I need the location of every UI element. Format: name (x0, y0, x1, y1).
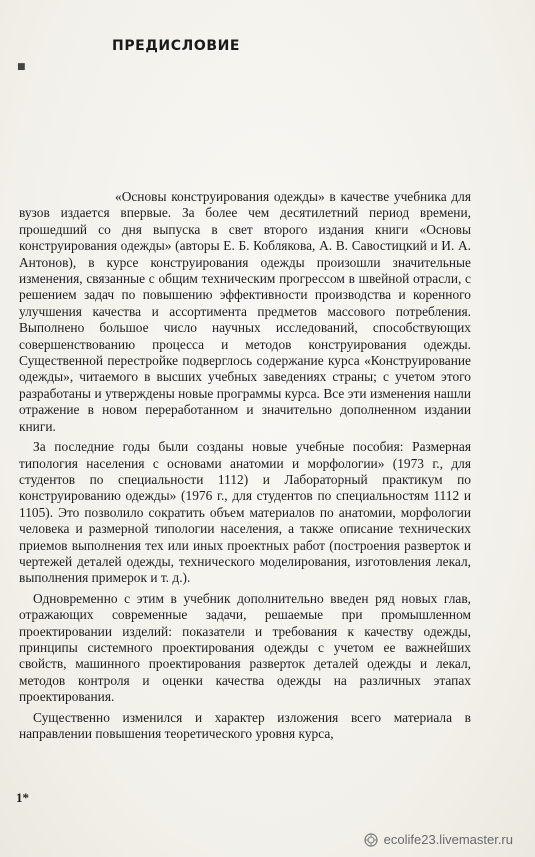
page-title: ПРЕДИСЛОВИЕ (112, 38, 241, 54)
margin-mark: ■ (17, 62, 26, 72)
page-number: 1* (16, 790, 29, 805)
paragraph: Существенно изменился и характер изложения всего материала в направлении повышения теоретического уровня курса, (19, 709, 471, 741)
paragraph: «Основы конструирования одежды» в качестве учебника для вузов издается впервые. За более чем десятилетний период времени, прошедший со дня выпуска в свет второго издания книги «Основы конструирования одежды» (авторы Е. Б. Коблякова, А. В. Савостицкий и И. А. Антонов), в курсе конструирования одежды произошли значительные изменения, связанные с общим техническим прогрессом в швейной отрасли, с решением задач по повышению эффективности производства и коренного улучшения качества и ассортимента предметов массового потребления. Выполнено большое число научных исследований, способствующих совершенствованию процесса и методов конструирования одежды. Существенной перестройке подверглось содержание курса «Конструирование одежды», читаемого в высших учебных заведениях страны; с учетом этого разработаны и утверждены новые программы курса. Все эти изменения нашли отражение в новом переработанном и значительно дополненном издании книги. (19, 189, 471, 434)
paragraph: За последние годы были созданы новые учебные пособия: Размерная типология населения с основами анатомии и морфологии» (1973 г., для студентов по специальности 1112) и Лабораторный практикум по конструированию одежды» (1976 г., для студентов по специальностям 1112 и 1105). Это позволило сократить объем материалов по анатомии, морфологии человека и размерной типологии населения, а также описание технических приемов выполнения тех или иных проектных работ (построения разверток и чертежей деталей одежды, технического моделирования, изготовления лекал, выполнения примерок и т. д.). (19, 439, 471, 586)
watermark (364, 832, 513, 847)
paragraph: Одновременно с этим в учебник дополнительно введен ряд новых глав, отражающих современные задачи, решаемые при промышленном проектировании изделий: показатели и требования к качеству одежды, принципы системного проектирования одежды с учетом ее важнейших свойств, машинного проектирования разверток деталей одежды и лекал, методов контроля и оценки качества одежды на различных этапах проектирования. (19, 590, 471, 705)
body-text (19, 189, 471, 746)
livemaster-logo-icon (364, 833, 378, 847)
watermark-text: ecolife23.livemaster.ru (383, 832, 513, 847)
